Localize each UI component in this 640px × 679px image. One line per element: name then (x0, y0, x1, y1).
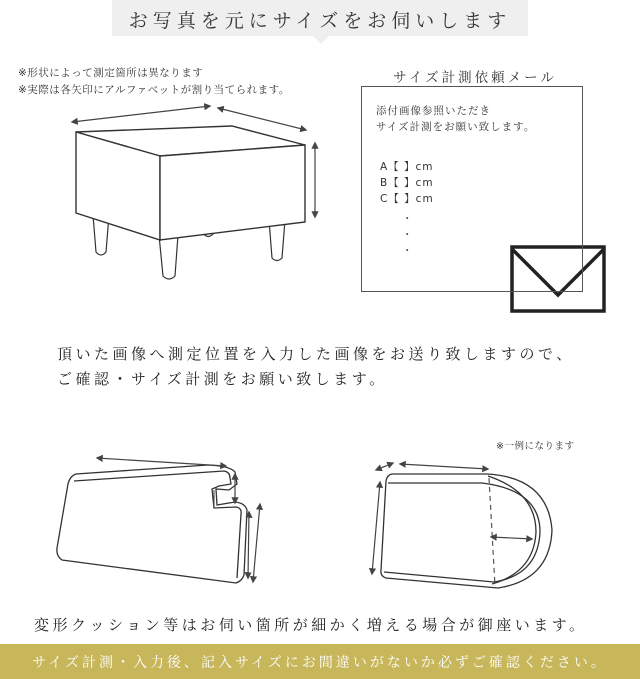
cushion-l-shape (57, 465, 247, 583)
mail-dot-2: ・ (402, 229, 414, 241)
cushion2-arrow-top (400, 464, 488, 469)
cushion1-arrow-top (97, 458, 226, 466)
mail-dim-a: A【 】cm (380, 161, 434, 173)
cushion2-arrow-left (372, 482, 380, 574)
cushion-rounded (381, 474, 552, 588)
instruction-line-1: 頂いた画像へ測定位置を入力した画像をお送り致しますので、 (57, 345, 575, 363)
ottoman-arrow-width (72, 106, 210, 122)
mail-dot-1: ・ (402, 213, 414, 225)
note-shape: ※形状によって測定箇所は異なります (18, 67, 204, 79)
cushion1-arrow-right2 (253, 504, 260, 582)
mail-line-2: サイズ計測をお願い致します。 (376, 121, 536, 133)
instruction-line-2: ご確認・サイズ計測をお願い致します。 (57, 370, 388, 388)
ottoman-seat (76, 126, 305, 240)
cushion-caption: 変形クッション等はお伺い箇所が細かく増える場合が御座います。 (34, 616, 588, 634)
cushion1-arrow-right (248, 512, 249, 578)
cushion2-arrow-small (376, 463, 393, 470)
mail-dot-3: ・ (402, 245, 414, 257)
mail-line-1: 添付画像参照いただき (376, 105, 491, 117)
page-title: お写真を元にサイズをお伺いします (128, 10, 512, 32)
example-note: ※一例になります (496, 441, 575, 452)
mail-dim-b: B【 】cm (380, 177, 434, 189)
mail-title: サイズ計測依頼メール (393, 70, 557, 86)
footer-text: サイズ計測・入力後、記入サイズにお間違いがないか必ずご確認ください。 (32, 655, 608, 671)
mail-dim-c: C【 】cm (380, 193, 434, 205)
note-letters: ※実際は各矢印にアルファベットが割り当てられます。 (18, 84, 290, 96)
